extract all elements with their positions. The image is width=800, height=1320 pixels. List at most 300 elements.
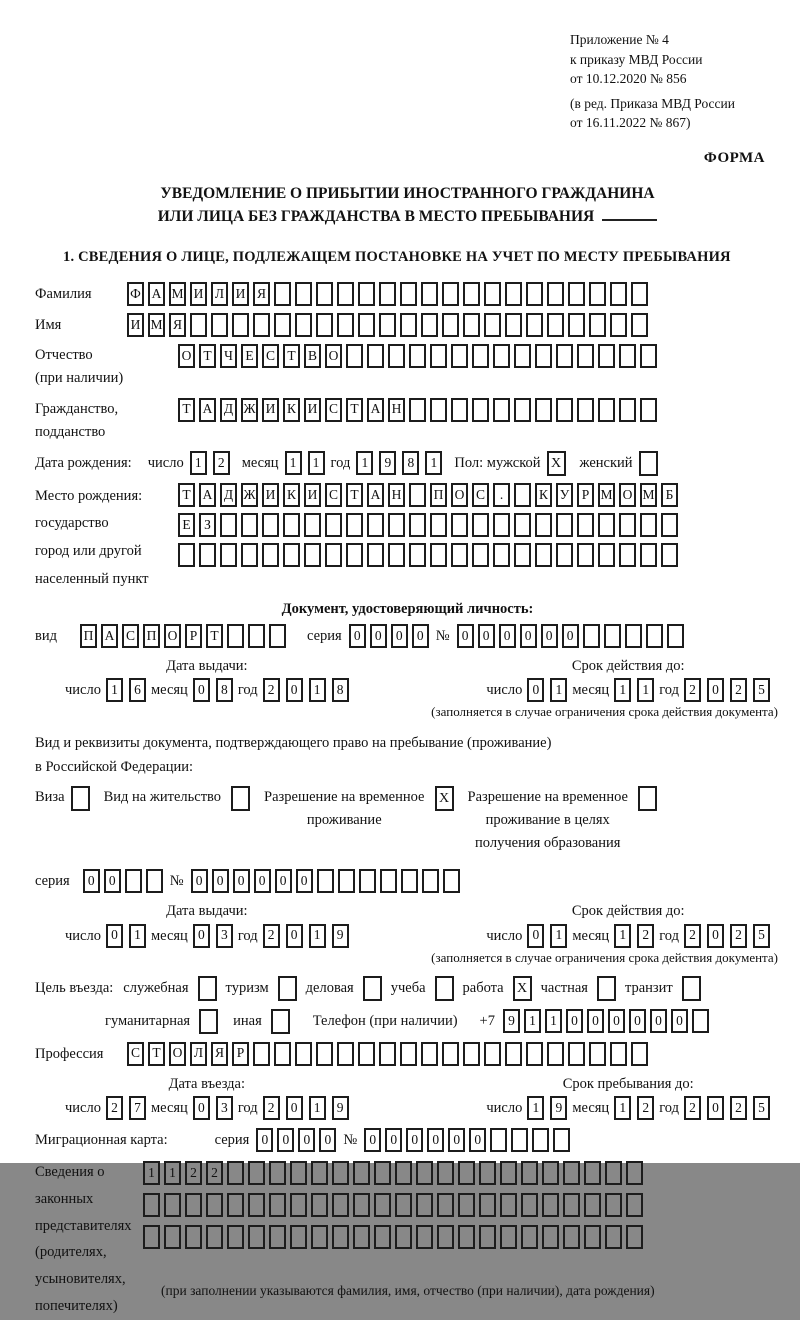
char-cell[interactable]: 0 [457, 624, 474, 648]
char-cell[interactable]: 1 [106, 678, 123, 702]
char-cell[interactable]: К [283, 398, 300, 422]
char-cell[interactable]: 1 [524, 1009, 541, 1033]
purpose-transit-checkbox[interactable] [682, 976, 701, 1001]
char-cell[interactable]: 0 [671, 1009, 688, 1033]
char-cell[interactable]: П [430, 483, 447, 507]
char-cell[interactable] [598, 513, 615, 537]
char-cell[interactable]: 2 [684, 1096, 701, 1120]
char-cell[interactable] [451, 398, 468, 422]
temp-residence-checkbox[interactable]: X [435, 786, 454, 811]
char-cell[interactable]: А [367, 483, 384, 507]
char-cell[interactable] [514, 483, 531, 507]
char-cell[interactable] [248, 1225, 265, 1249]
char-cell[interactable] [521, 1225, 538, 1249]
char-cell[interactable] [563, 1161, 580, 1185]
char-cell[interactable] [692, 1009, 709, 1033]
char-cell[interactable]: 1 [164, 1161, 181, 1185]
char-cell[interactable] [206, 1193, 223, 1217]
char-cell[interactable] [367, 344, 384, 368]
char-cell[interactable]: 2 [730, 1096, 747, 1120]
char-cell[interactable]: 1 [545, 1009, 562, 1033]
char-cell[interactable]: 9 [379, 451, 396, 475]
char-cell[interactable] [500, 1193, 517, 1217]
char-cell[interactable]: 1 [425, 451, 442, 475]
char-cell[interactable] [416, 1225, 433, 1249]
purpose-humanitarian-checkbox[interactable] [199, 1009, 218, 1034]
char-cell[interactable]: 1 [309, 678, 326, 702]
char-cell[interactable]: А [199, 398, 216, 422]
char-cell[interactable]: 0 [608, 1009, 625, 1033]
char-cell[interactable] [304, 543, 321, 567]
char-cell[interactable] [283, 543, 300, 567]
char-cell[interactable]: 0 [448, 1128, 465, 1152]
char-cell[interactable]: 9 [332, 924, 349, 948]
char-cell[interactable] [514, 398, 531, 422]
char-cell[interactable] [416, 1193, 433, 1217]
char-cell[interactable]: Ж [241, 398, 258, 422]
char-cell[interactable] [262, 513, 279, 537]
residence-permit-checkbox[interactable] [231, 786, 250, 811]
char-cell[interactable] [337, 282, 354, 306]
char-cell[interactable]: А [148, 282, 165, 306]
char-cell[interactable]: Е [178, 513, 195, 537]
char-cell[interactable] [490, 1128, 507, 1152]
temp-residence-education-checkbox[interactable] [638, 786, 657, 811]
char-cell[interactable] [598, 344, 615, 368]
char-cell[interactable] [346, 543, 363, 567]
char-cell[interactable] [211, 313, 228, 337]
char-cell[interactable] [626, 1161, 643, 1185]
char-cell[interactable]: 1 [309, 924, 326, 948]
char-cell[interactable] [227, 624, 244, 648]
char-cell[interactable]: Д [220, 483, 237, 507]
char-cell[interactable] [311, 1161, 328, 1185]
char-cell[interactable] [505, 282, 522, 306]
char-cell[interactable]: О [619, 483, 636, 507]
char-cell[interactable] [248, 624, 265, 648]
char-cell[interactable] [535, 543, 552, 567]
char-cell[interactable]: 0 [650, 1009, 667, 1033]
purpose-study-checkbox[interactable] [435, 976, 454, 1001]
char-cell[interactable]: 0 [629, 1009, 646, 1033]
char-cell[interactable]: 9 [550, 1096, 567, 1120]
char-cell[interactable] [388, 513, 405, 537]
char-cell[interactable]: А [101, 624, 118, 648]
char-cell[interactable]: 0 [469, 1128, 486, 1152]
char-cell[interactable] [416, 1161, 433, 1185]
char-cell[interactable] [290, 1193, 307, 1217]
char-cell[interactable]: Я [211, 1042, 228, 1066]
char-cell[interactable]: И [262, 483, 279, 507]
char-cell[interactable] [401, 869, 418, 893]
char-cell[interactable]: С [122, 624, 139, 648]
char-cell[interactable] [409, 344, 426, 368]
char-cell[interactable]: 0 [275, 869, 292, 893]
char-cell[interactable] [472, 344, 489, 368]
char-cell[interactable] [295, 1042, 312, 1066]
char-cell[interactable]: 0 [83, 869, 100, 893]
char-cell[interactable] [437, 1193, 454, 1217]
char-cell[interactable] [479, 1161, 496, 1185]
char-cell[interactable] [274, 313, 291, 337]
char-cell[interactable]: Я [169, 313, 186, 337]
char-cell[interactable]: М [598, 483, 615, 507]
char-cell[interactable] [367, 543, 384, 567]
char-cell[interactable]: 0 [319, 1128, 336, 1152]
char-cell[interactable]: 1 [637, 678, 654, 702]
char-cell[interactable] [304, 513, 321, 537]
char-cell[interactable] [253, 1042, 270, 1066]
char-cell[interactable] [269, 1193, 286, 1217]
char-cell[interactable]: 0 [499, 624, 516, 648]
char-cell[interactable] [199, 543, 216, 567]
char-cell[interactable] [421, 313, 438, 337]
char-cell[interactable]: П [80, 624, 97, 648]
char-cell[interactable] [143, 1193, 160, 1217]
purpose-work-checkbox[interactable]: X [513, 976, 532, 1001]
char-cell[interactable] [395, 1225, 412, 1249]
char-cell[interactable] [626, 1225, 643, 1249]
char-cell[interactable]: Т [178, 483, 195, 507]
char-cell[interactable]: Я [253, 282, 270, 306]
char-cell[interactable]: 2 [263, 678, 280, 702]
char-cell[interactable] [220, 543, 237, 567]
char-cell[interactable]: 6 [129, 678, 146, 702]
char-cell[interactable]: Т [178, 398, 195, 422]
char-cell[interactable] [400, 313, 417, 337]
char-cell[interactable]: 0 [286, 924, 303, 948]
char-cell[interactable] [556, 513, 573, 537]
char-cell[interactable]: Л [190, 1042, 207, 1066]
char-cell[interactable]: 1 [550, 678, 567, 702]
char-cell[interactable] [568, 313, 585, 337]
char-cell[interactable] [619, 513, 636, 537]
char-cell[interactable] [514, 513, 531, 537]
char-cell[interactable]: 5 [753, 924, 770, 948]
char-cell[interactable] [269, 1161, 286, 1185]
char-cell[interactable] [374, 1193, 391, 1217]
char-cell[interactable]: 0 [364, 1128, 381, 1152]
char-cell[interactable] [409, 513, 426, 537]
char-cell[interactable] [185, 1193, 202, 1217]
char-cell[interactable] [458, 1193, 475, 1217]
char-cell[interactable]: Т [283, 344, 300, 368]
char-cell[interactable]: М [148, 313, 165, 337]
char-cell[interactable] [589, 1042, 606, 1066]
char-cell[interactable] [631, 313, 648, 337]
char-cell[interactable] [421, 1042, 438, 1066]
char-cell[interactable] [451, 543, 468, 567]
char-cell[interactable] [511, 1128, 528, 1152]
char-cell[interactable] [442, 1042, 459, 1066]
char-cell[interactable] [542, 1161, 559, 1185]
char-cell[interactable]: О [451, 483, 468, 507]
char-cell[interactable]: 0 [254, 869, 271, 893]
char-cell[interactable]: С [472, 483, 489, 507]
char-cell[interactable]: 0 [296, 869, 313, 893]
char-cell[interactable] [164, 1193, 181, 1217]
char-cell[interactable]: 1 [190, 451, 207, 475]
char-cell[interactable] [379, 282, 396, 306]
char-cell[interactable]: 2 [637, 924, 654, 948]
char-cell[interactable] [220, 513, 237, 537]
char-cell[interactable] [206, 1225, 223, 1249]
char-cell[interactable] [248, 1161, 265, 1185]
char-cell[interactable] [367, 513, 384, 537]
char-cell[interactable]: Б [661, 483, 678, 507]
char-cell[interactable]: 2 [263, 1096, 280, 1120]
char-cell[interactable]: . [493, 483, 510, 507]
char-cell[interactable]: 0 [406, 1128, 423, 1152]
char-cell[interactable]: 0 [298, 1128, 315, 1152]
char-cell[interactable] [598, 398, 615, 422]
char-cell[interactable] [437, 1161, 454, 1185]
char-cell[interactable]: 2 [185, 1161, 202, 1185]
char-cell[interactable] [589, 313, 606, 337]
char-cell[interactable] [493, 398, 510, 422]
char-cell[interactable] [442, 313, 459, 337]
char-cell[interactable] [451, 344, 468, 368]
char-cell[interactable] [568, 1042, 585, 1066]
char-cell[interactable] [430, 398, 447, 422]
char-cell[interactable]: И [232, 282, 249, 306]
char-cell[interactable] [248, 1193, 265, 1217]
char-cell[interactable]: 1 [614, 678, 631, 702]
char-cell[interactable]: Ж [241, 483, 258, 507]
char-cell[interactable] [274, 282, 291, 306]
char-cell[interactable]: 2 [213, 451, 230, 475]
char-cell[interactable] [332, 1193, 349, 1217]
char-cell[interactable] [178, 543, 195, 567]
char-cell[interactable] [493, 513, 510, 537]
char-cell[interactable] [325, 543, 342, 567]
char-cell[interactable] [269, 624, 286, 648]
char-cell[interactable]: 2 [263, 924, 280, 948]
char-cell[interactable] [556, 543, 573, 567]
char-cell[interactable]: 3 [216, 924, 233, 948]
char-cell[interactable] [661, 513, 678, 537]
char-cell[interactable] [400, 282, 417, 306]
char-cell[interactable] [311, 1225, 328, 1249]
char-cell[interactable]: 0 [277, 1128, 294, 1152]
char-cell[interactable]: 0 [541, 624, 558, 648]
char-cell[interactable] [535, 513, 552, 537]
char-cell[interactable] [190, 313, 207, 337]
char-cell[interactable] [631, 282, 648, 306]
char-cell[interactable]: 0 [478, 624, 495, 648]
char-cell[interactable] [358, 282, 375, 306]
purpose-business-checkbox[interactable] [363, 976, 382, 1001]
char-cell[interactable]: 0 [391, 624, 408, 648]
char-cell[interactable] [253, 313, 270, 337]
char-cell[interactable] [316, 313, 333, 337]
char-cell[interactable] [409, 398, 426, 422]
char-cell[interactable]: 0 [527, 678, 544, 702]
char-cell[interactable] [605, 1161, 622, 1185]
char-cell[interactable] [338, 869, 355, 893]
char-cell[interactable] [542, 1193, 559, 1217]
char-cell[interactable]: 7 [129, 1096, 146, 1120]
char-cell[interactable] [472, 398, 489, 422]
char-cell[interactable] [500, 1225, 517, 1249]
char-cell[interactable]: 0 [233, 869, 250, 893]
purpose-other-checkbox[interactable] [271, 1009, 290, 1034]
char-cell[interactable] [346, 513, 363, 537]
char-cell[interactable]: Т [346, 483, 363, 507]
char-cell[interactable] [484, 313, 501, 337]
char-cell[interactable]: К [535, 483, 552, 507]
char-cell[interactable]: 8 [216, 678, 233, 702]
char-cell[interactable]: 0 [412, 624, 429, 648]
char-cell[interactable]: 0 [520, 624, 537, 648]
char-cell[interactable] [661, 543, 678, 567]
char-cell[interactable]: Ф [127, 282, 144, 306]
purpose-private-checkbox[interactable] [597, 976, 616, 1001]
char-cell[interactable] [556, 398, 573, 422]
char-cell[interactable]: 0 [427, 1128, 444, 1152]
char-cell[interactable] [422, 869, 439, 893]
char-cell[interactable] [472, 543, 489, 567]
char-cell[interactable] [610, 282, 627, 306]
char-cell[interactable] [374, 1225, 391, 1249]
char-cell[interactable] [353, 1225, 370, 1249]
char-cell[interactable] [547, 1042, 564, 1066]
char-cell[interactable]: С [325, 398, 342, 422]
char-cell[interactable] [430, 513, 447, 537]
char-cell[interactable]: 1 [143, 1161, 160, 1185]
char-cell[interactable]: 3 [216, 1096, 233, 1120]
char-cell[interactable]: И [304, 483, 321, 507]
char-cell[interactable] [337, 313, 354, 337]
char-cell[interactable] [535, 398, 552, 422]
char-cell[interactable] [640, 344, 657, 368]
char-cell[interactable] [274, 1042, 291, 1066]
char-cell[interactable]: В [304, 344, 321, 368]
visa-checkbox[interactable] [71, 786, 90, 811]
char-cell[interactable]: 2 [730, 924, 747, 948]
char-cell[interactable] [143, 1225, 160, 1249]
char-cell[interactable] [164, 1225, 181, 1249]
char-cell[interactable] [604, 624, 621, 648]
char-cell[interactable]: С [262, 344, 279, 368]
char-cell[interactable]: 1 [129, 924, 146, 948]
char-cell[interactable] [500, 1161, 517, 1185]
char-cell[interactable] [514, 344, 531, 368]
char-cell[interactable]: 0 [193, 1096, 210, 1120]
char-cell[interactable] [583, 624, 600, 648]
char-cell[interactable] [316, 1042, 333, 1066]
char-cell[interactable] [430, 543, 447, 567]
char-cell[interactable] [556, 344, 573, 368]
char-cell[interactable] [667, 624, 684, 648]
char-cell[interactable] [458, 1161, 475, 1185]
char-cell[interactable]: И [190, 282, 207, 306]
char-cell[interactable] [295, 282, 312, 306]
char-cell[interactable] [610, 313, 627, 337]
char-cell[interactable]: И [127, 313, 144, 337]
char-cell[interactable] [283, 513, 300, 537]
sex-male-checkbox[interactable]: X [547, 451, 566, 476]
char-cell[interactable]: 2 [106, 1096, 123, 1120]
char-cell[interactable]: 1 [308, 451, 325, 475]
char-cell[interactable]: З [199, 513, 216, 537]
char-cell[interactable] [542, 1225, 559, 1249]
char-cell[interactable] [409, 483, 426, 507]
char-cell[interactable] [125, 869, 142, 893]
char-cell[interactable]: 0 [106, 924, 123, 948]
char-cell[interactable] [563, 1225, 580, 1249]
char-cell[interactable]: Р [232, 1042, 249, 1066]
char-cell[interactable]: 5 [753, 1096, 770, 1120]
char-cell[interactable] [472, 513, 489, 537]
char-cell[interactable] [262, 543, 279, 567]
char-cell[interactable]: Т [148, 1042, 165, 1066]
char-cell[interactable] [451, 513, 468, 537]
sex-female-checkbox[interactable] [639, 451, 658, 476]
char-cell[interactable] [295, 313, 312, 337]
char-cell[interactable] [584, 1225, 601, 1249]
char-cell[interactable]: 0 [286, 678, 303, 702]
char-cell[interactable]: 0 [370, 624, 387, 648]
char-cell[interactable]: И [262, 398, 279, 422]
char-cell[interactable] [442, 282, 459, 306]
char-cell[interactable]: 9 [332, 1096, 349, 1120]
char-cell[interactable] [374, 1161, 391, 1185]
char-cell[interactable]: 0 [566, 1009, 583, 1033]
char-cell[interactable] [185, 1225, 202, 1249]
char-cell[interactable] [443, 869, 460, 893]
purpose-tourism-checkbox[interactable] [278, 976, 297, 1001]
char-cell[interactable] [458, 1225, 475, 1249]
char-cell[interactable] [526, 313, 543, 337]
char-cell[interactable] [535, 344, 552, 368]
char-cell[interactable] [521, 1193, 538, 1217]
char-cell[interactable] [589, 282, 606, 306]
char-cell[interactable] [463, 1042, 480, 1066]
char-cell[interactable] [463, 282, 480, 306]
char-cell[interactable]: Т [206, 624, 223, 648]
char-cell[interactable]: И [304, 398, 321, 422]
char-cell[interactable] [359, 869, 376, 893]
char-cell[interactable] [584, 1161, 601, 1185]
char-cell[interactable] [640, 513, 657, 537]
char-cell[interactable]: 1 [285, 451, 302, 475]
char-cell[interactable] [379, 1042, 396, 1066]
char-cell[interactable] [526, 282, 543, 306]
char-cell[interactable] [547, 282, 564, 306]
char-cell[interactable]: Е [241, 344, 258, 368]
char-cell[interactable] [395, 1193, 412, 1217]
char-cell[interactable]: Д [220, 398, 237, 422]
char-cell[interactable] [625, 624, 642, 648]
char-cell[interactable]: 0 [286, 1096, 303, 1120]
char-cell[interactable] [505, 1042, 522, 1066]
char-cell[interactable]: 0 [193, 924, 210, 948]
char-cell[interactable]: 1 [309, 1096, 326, 1120]
char-cell[interactable] [325, 513, 342, 537]
char-cell[interactable] [640, 398, 657, 422]
char-cell[interactable]: 0 [193, 678, 210, 702]
char-cell[interactable] [619, 543, 636, 567]
char-cell[interactable] [584, 1193, 601, 1217]
char-cell[interactable]: 1 [614, 1096, 631, 1120]
char-cell[interactable] [484, 1042, 501, 1066]
char-cell[interactable]: П [143, 624, 160, 648]
char-cell[interactable] [577, 513, 594, 537]
char-cell[interactable]: О [325, 344, 342, 368]
char-cell[interactable] [388, 543, 405, 567]
char-cell[interactable]: 1 [356, 451, 373, 475]
